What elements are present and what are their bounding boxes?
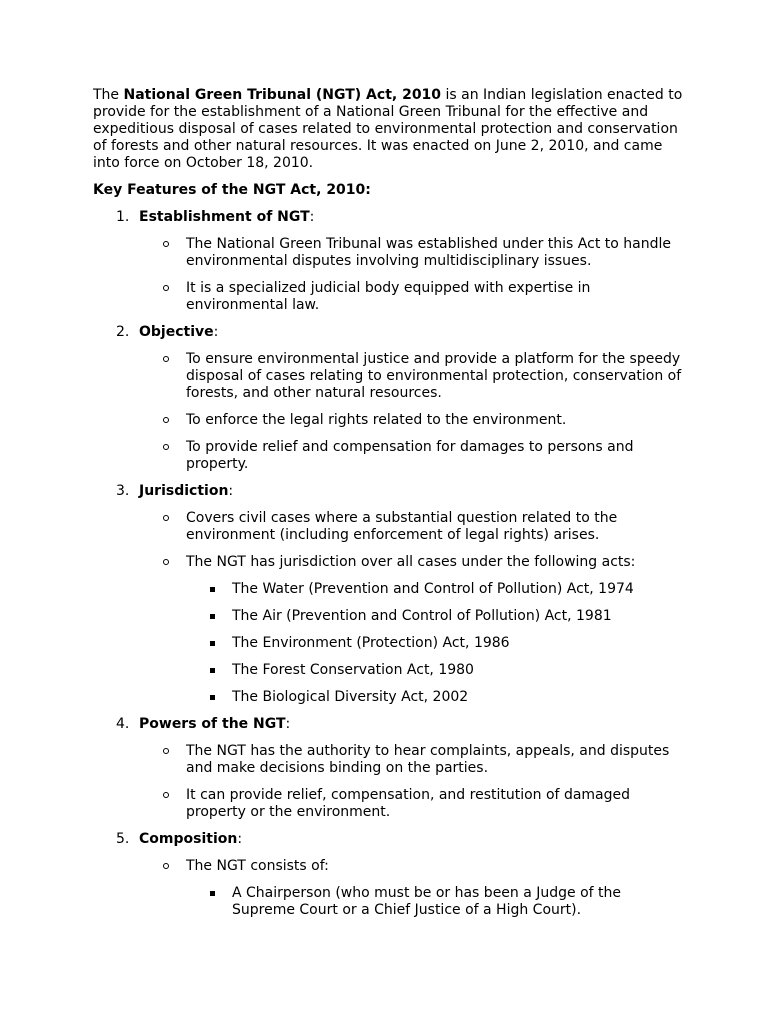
hollow-circle-bullet-icon [163,444,169,450]
section-objective [93,324,685,473]
features-list [93,209,685,919]
hollow-circle-bullet-icon [163,559,169,565]
section-heading: Objective: [139,324,219,340]
member-item: A Chairperson (who must be or has been a Judge of the Supreme Court or a Chief Justice of a High Court). [186,885,685,919]
hollow-circle-bullet-icon [163,356,169,362]
section-number: 4. [116,716,130,732]
hollow-circle-bullet-icon [163,863,169,869]
members-list [186,885,685,919]
section-points [139,236,685,314]
act-item: The Water (Prevention and Control of Pollution) Act, 1974 [186,581,685,598]
section-composition [93,831,685,919]
list-item: The NGT has the authority to hear complaints, appeals, and disputes and make decisions binding on the parties. [139,743,685,777]
section-number: 5. [116,831,130,847]
section-number: 2. [116,324,130,340]
list-item: It can provide relief, compensation, and restitution of damaged property or the environment. [139,787,685,821]
hollow-circle-bullet-icon [163,748,169,754]
section-points [139,351,685,473]
square-bullet-icon [210,641,215,646]
section-number: 1. [116,209,130,225]
hollow-circle-bullet-icon [163,792,169,798]
list-item: The NGT has jurisdiction over all cases under the following acts: The Water (Prevention and Control of Pollution) Act, 1974 The Air (Prevention and Control of Pollution) Act, 1981 The Environment (Protection) Act, 1986 The Forest Conservation Act, 1980 The Biological Diversity Act, 2002 [139,554,685,706]
act-title: National Green Tribunal (NGT) Act, 2010 [123,87,442,103]
features-heading: Key Features of the NGT Act, 2010: [93,182,371,198]
square-bullet-icon [210,668,215,673]
hollow-circle-bullet-icon [163,241,169,247]
document-body [93,87,685,929]
act-item: The Biological Diversity Act, 2002 [186,689,685,706]
list-item: To provide relief and compensation for damages to persons and property. [139,439,685,473]
section-heading: Jurisdiction: [139,483,234,499]
section-jurisdiction [93,483,685,706]
hollow-circle-bullet-icon [163,285,169,291]
section-number: 3. [116,483,130,499]
list-item: To enforce the legal rights related to the environment. [139,412,685,429]
list-item: The National Green Tribunal was established under this Act to handle environmental disputes involving multidisciplinary issues. [139,236,685,270]
section-establishment [93,209,685,314]
square-bullet-icon [210,587,215,592]
square-bullet-icon [210,891,215,896]
act-item: The Forest Conservation Act, 1980 [186,662,685,679]
square-bullet-icon [210,614,215,619]
list-item: The NGT consists of: A Chairperson (who must be or has been a Judge of the Supreme Court or a Chief Justice of a High Court). [139,858,685,919]
act-item: The Environment (Protection) Act, 1986 [186,635,685,652]
section-heading: Composition: [139,831,243,847]
list-item: Covers civil cases where a substantial question related to the environment (including enforcement of legal rights) arises. [139,510,685,544]
intro-paragraph: The National Green Tribunal (NGT) Act, 2010 is an Indian legislation enacted to provide for the establishment of a National Green Tribunal for the effective and expeditious disposal of cases related to environmental protection and conservation of forests and other natural resources. It was enacted on June 2, 2010, and came into force on October 18, 2010. [93,87,683,171]
hollow-circle-bullet-icon [163,417,169,423]
section-points [139,510,685,706]
list-item: It is a specialized judicial body equipped with expertise in environmental law. [139,280,685,314]
section-points [139,743,685,821]
section-heading: Powers of the NGT: [139,716,291,732]
square-bullet-icon [210,695,215,700]
acts-list [186,581,685,706]
section-powers [93,716,685,821]
hollow-circle-bullet-icon [163,515,169,521]
section-heading: Establishment of NGT: [139,209,315,225]
act-item: The Air (Prevention and Control of Pollution) Act, 1981 [186,608,685,625]
section-points [139,858,685,919]
list-item: To ensure environmental justice and provide a platform for the speedy disposal of cases relating to environmental protection, conservation of forests, and other natural resources. [139,351,685,402]
